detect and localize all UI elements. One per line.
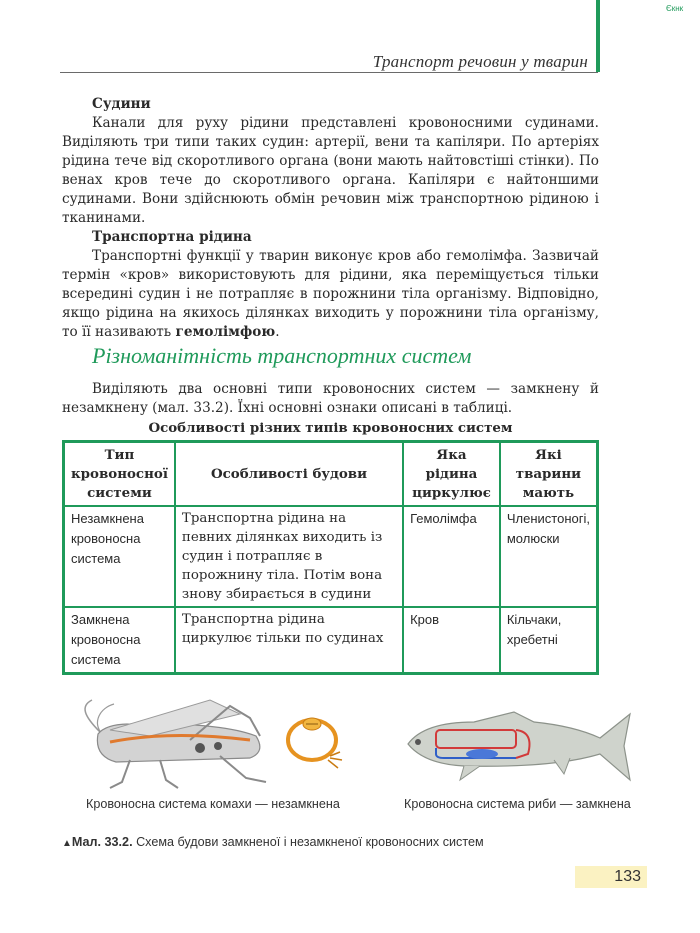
fluid-title: Транспортна рідина xyxy=(92,229,252,245)
vessels-section xyxy=(62,95,599,342)
fish-illustration xyxy=(404,702,632,786)
fish-caption: Кровоносна система риби — замкнена xyxy=(404,797,631,811)
corner-logo: Єкнк xyxy=(666,4,684,13)
fluid-text-main: Транспортні функції у тварин виконує кров або гемолімфа. Зазвичай термін «кров» використовують для рідини, яка переміщується тільки всередині судин і не потрапляє в порожнини тіла організму. Відповідно, якщо рідина на якихось ділянках виходить у порожнини тіла організму, то її називають xyxy=(62,248,599,340)
table-cell: Кров xyxy=(403,607,500,674)
circulatory-systems-table xyxy=(62,440,599,675)
table-header-cell: Які тварини мають xyxy=(500,442,598,507)
circulatory-ring-illustration xyxy=(282,712,348,774)
table-header-cell: Особливості будови xyxy=(175,442,403,507)
figure-label: Мал. 33.2. xyxy=(71,835,133,849)
triangle-icon: ▲ xyxy=(62,838,72,849)
insect-illustration xyxy=(70,696,270,792)
table-header-cell: Тип кровоносної системи xyxy=(64,442,175,507)
fluid-paragraph xyxy=(62,247,599,342)
diversity-paragraph: Виділяють два основні типи кровоносних систем — замкнену й незамкнену (мал. 33.2). Їхні основні ознаки описані в таблиці. xyxy=(62,381,599,416)
table-cell: Незамкнена кровоносна система xyxy=(64,506,175,607)
table-row xyxy=(64,607,598,674)
table-cell: Транспортна рідина на певних ділянках виходить із судин і потрапляє в порожнину тіла. Потім вона знову збирається в судини xyxy=(175,506,403,607)
vessels-title: Судини xyxy=(92,96,151,112)
running-title: Транспорт речовин у тварин xyxy=(372,52,588,71)
fluid-term-hemolymph: гемолімфою xyxy=(175,324,276,340)
insect-caption: Кровоносна система комахи — незамкнена xyxy=(86,797,340,811)
table-cell: Членистоногі, молюски xyxy=(500,506,598,607)
diversity-heading: Різноманітність транспортних систем xyxy=(92,343,472,368)
header-accent-bar xyxy=(596,0,600,72)
table-cell: Транспортна рідина циркулює тільки по судинах xyxy=(175,607,403,674)
vessels-paragraph: Канали для руху рідини представлені кровоносними судинами. Виділяють три типи таких судин: артерії, вени та капіляри. По артеріях рідина тече від скоротливого органа (вони мають найтовстіші стінки). По венах кров тече до скоротливого органа. Капіляри є найтоншими судинами. Вони здійснюють обмін речовин між транспортною рідиною і тканинами. xyxy=(62,115,599,226)
page-number: 133 xyxy=(575,866,647,888)
table-row xyxy=(64,506,598,607)
table-header-cell: Яка рідина циркулює xyxy=(403,442,500,507)
table-cell: Кільчаки, хребетні xyxy=(500,607,598,674)
header-rule xyxy=(60,72,598,73)
table-caption: Особливості різних типів кровоносних систем xyxy=(148,420,513,436)
figure-description: Схема будови замкненої і незамкненої кровоносних систем xyxy=(136,835,484,849)
table-cell: Замкнена кровоносна система xyxy=(64,607,175,674)
table-header-row xyxy=(64,442,598,507)
table-cell: Гемолімфа xyxy=(403,506,500,607)
fluid-text-end: . xyxy=(275,324,280,340)
diversity-section xyxy=(62,380,599,418)
figure-caption xyxy=(62,835,484,849)
